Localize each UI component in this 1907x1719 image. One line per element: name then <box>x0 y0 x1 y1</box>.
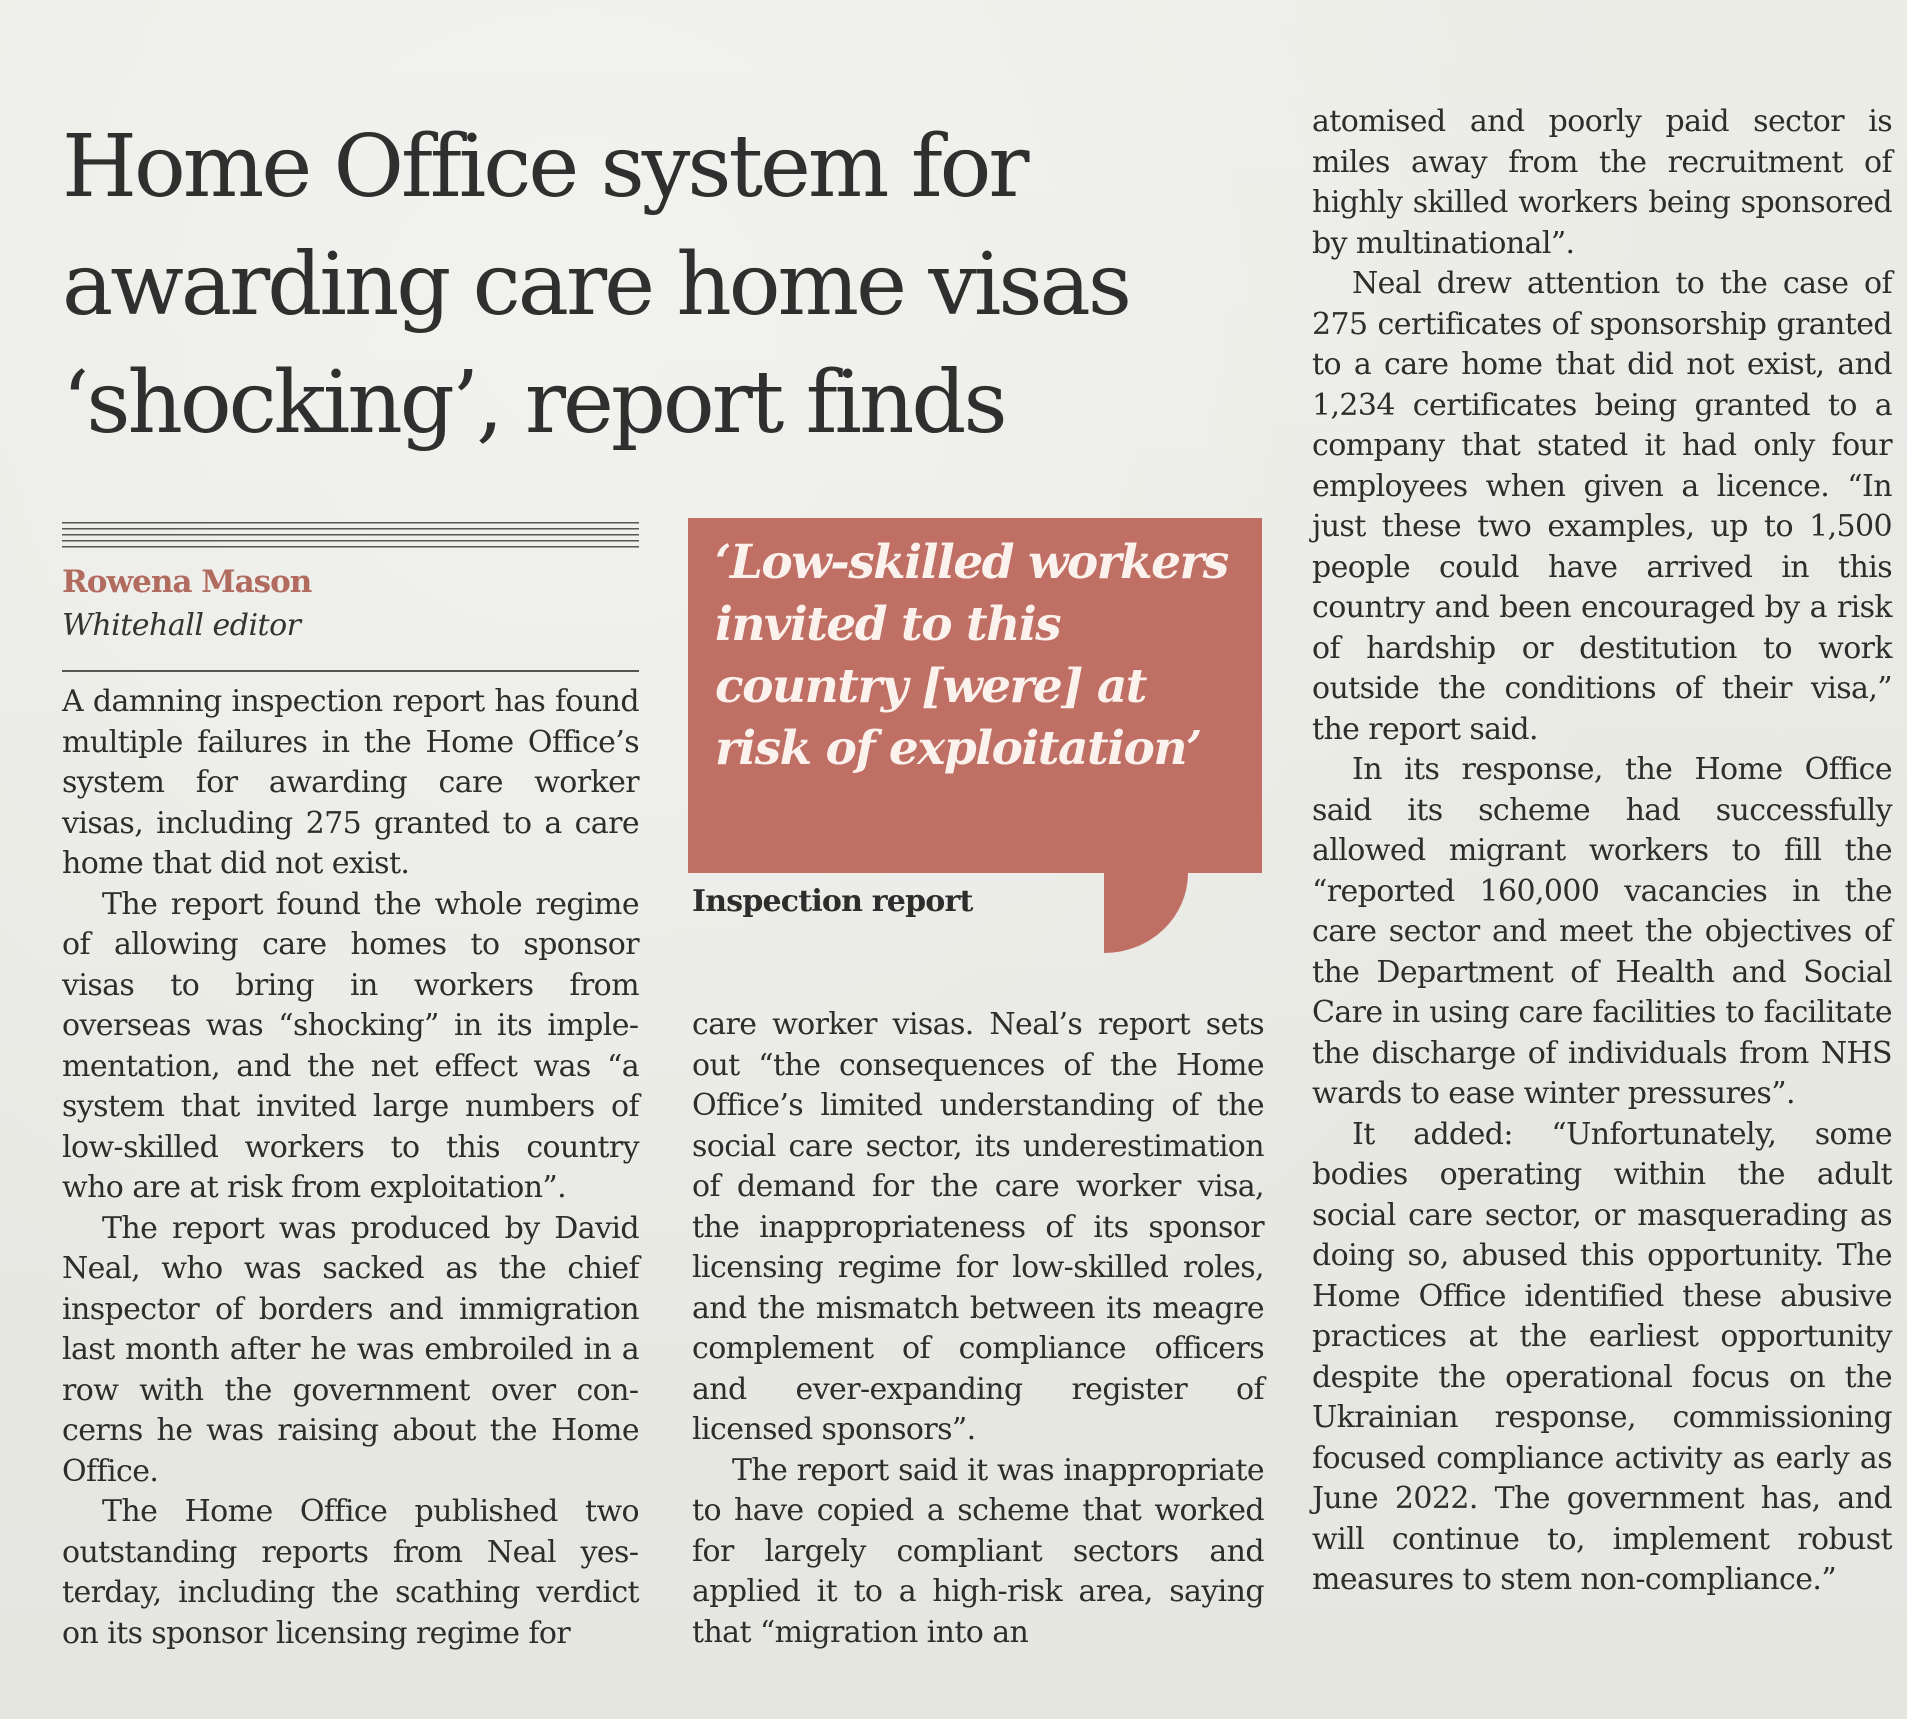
byline <box>62 560 639 648</box>
headline <box>62 108 1242 462</box>
byline-decorative-rules <box>62 522 639 552</box>
paragraph: The Home Office published two outstanding reports from Neal yesterday, including the scathing verdict on its sponsor licensing regime for <box>62 1494 639 1651</box>
column-2 <box>692 1005 1264 1653</box>
pullquote-speech-tail <box>1104 873 1188 953</box>
paragraph: A damning inspection report has found multiple failures in the Home Office’s system for awarding care worker visas, including 275 granted to a care home that did not exist. <box>62 684 639 881</box>
paragraph: The report found the whole regime of allowing care homes to sponsor visas to bring in workers from overseas was “shocking” in its implementation, and the net effect was “a system that invited large numbers of low-skilled workers to this country who are at risk from exploitation”. <box>62 886 639 1205</box>
column-1 <box>62 682 639 1654</box>
paragraph: In its response, the Home Office said its scheme had successfully allowed migrant workers to fill the “reported 160,000 vacancies in the care sector and meet the objectives of the Department of Health and Social Care in using care facilities to facilitate the discharge of individuals from NHS wards to ease winter pressures”. <box>1312 752 1892 1111</box>
paragraph: care worker visas. Neal’s report sets out “the consequences of the Home Office’s limited understanding of the social care sector, its underestimation of demand for the care worker visa, the inappropriateness of its sponsor licensing regime for low-skilled roles, and the mismatch between its meagre complement of compliance officers and ever-expanding register of licensed sponsors”. <box>692 1007 1264 1447</box>
author-name: Rowena Mason <box>62 564 312 600</box>
byline-divider <box>62 670 639 672</box>
column-3 <box>1312 102 1892 1601</box>
headline-line: Home Office system for <box>62 117 1027 217</box>
paragraph: The report was produced by David Neal, who was sacked as the chief inspector of borders and immigration last month after he was embroiled in a row with the government over concerns he was raising about the Home Office. <box>62 1210 639 1489</box>
pullquote-line: risk of exploitation’ <box>715 721 1201 776</box>
paragraph: atomised and poorly paid sector is miles away from the recruitment of highly skilled workers being sponsored by multinational”. <box>1312 104 1892 261</box>
headline-line: awarding care home visas <box>62 235 1129 335</box>
pullquote-line: invited to this <box>715 597 1061 652</box>
paragraph: Neal drew attention to the case of 275 certificates of sponsorship granted to a care home that did not exist, and 1,234 certificates being granted to a company that stated it had only four employees when given a licence. “In just these two examples, up to 1,500 people could have arrived in this country and been encouraged by a risk of hardship or destitution to work outside the conditions of their visa,” the report said. <box>1312 266 1892 747</box>
pullquote-line: ‘Low-skilled workers <box>715 535 1228 590</box>
paragraph: It added: “Unfortunately, some bodies operating within the adult social care sector, or masquerading as doing so, abused this opportunity. The Home Office identified these abusive practices at the earliest opportunity despite the operational focus on the Ukrainian response, commissioning focused compliance activity as early as June 2022. The government has, and will continue to, implement robust measures to stem non-compliance.” <box>1312 1116 1892 1597</box>
headline-line: ‘shocking’, report finds <box>62 353 1005 453</box>
pullquote-text <box>715 532 1255 780</box>
pullquote-line: country [were] at <box>715 659 1146 714</box>
pullquote-source: Inspection report <box>692 884 973 919</box>
author-role: Whitehall editor <box>62 608 301 643</box>
paragraph: The report said it was inappropriate to have copied a scheme that worked for largely compliant sectors and applied it to a high-risk area, saying that “migration into an <box>692 1452 1264 1650</box>
